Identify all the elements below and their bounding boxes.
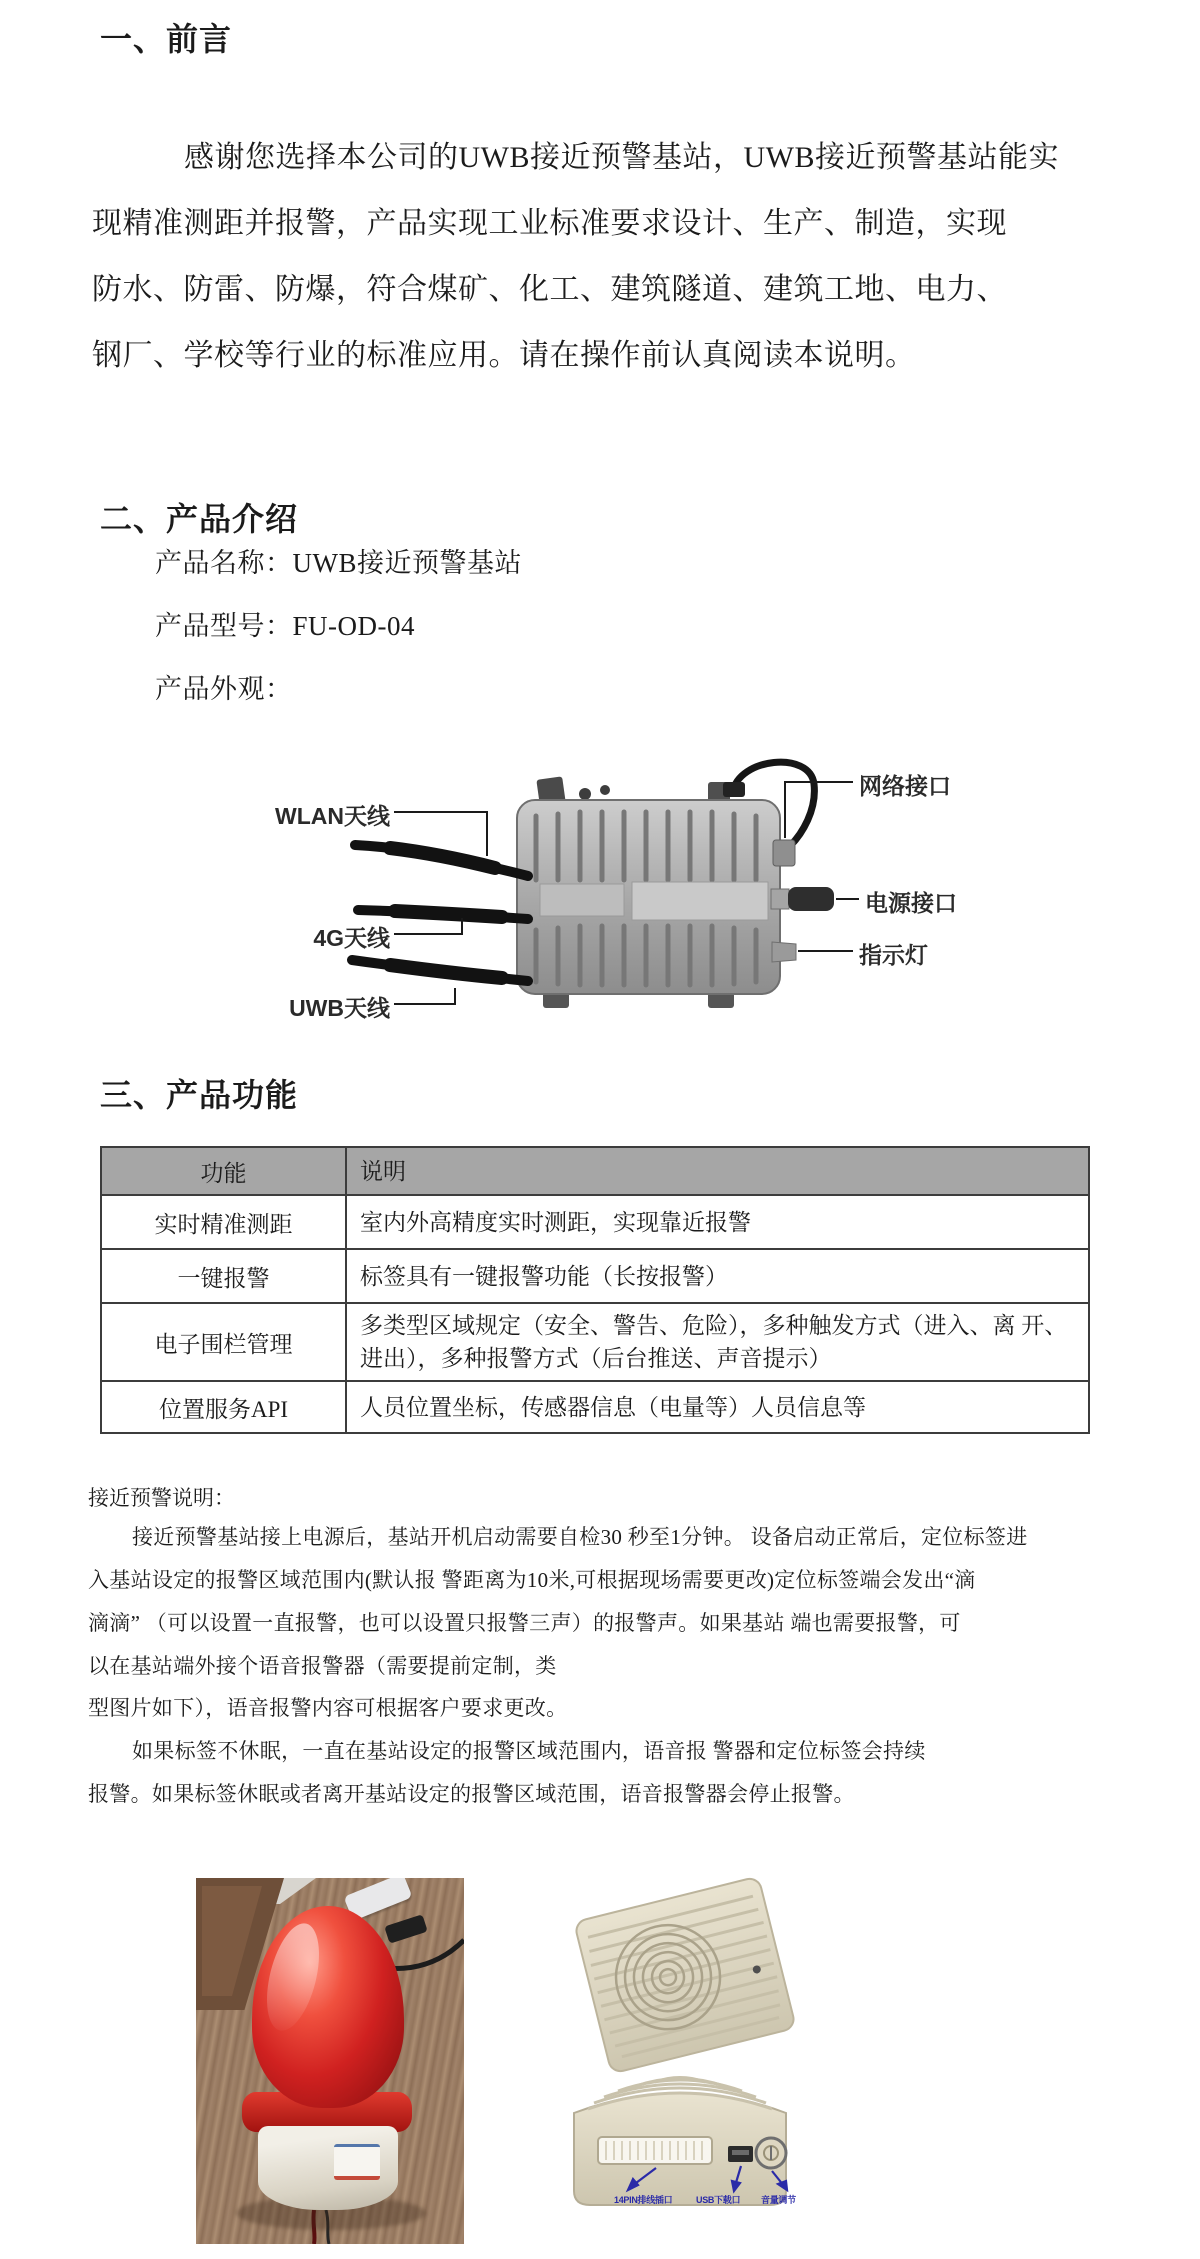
table-row xyxy=(101,1303,1089,1381)
product-model-line: 产品型号：FU-OD-04 xyxy=(155,611,415,641)
intro-heading: 二、产品介绍 xyxy=(100,501,299,537)
table-row xyxy=(101,1249,1089,1303)
beacon-white-base xyxy=(258,2126,398,2210)
product-name-line: 产品名称：UWB接近预警基站 xyxy=(155,548,522,578)
beacon-label-sticker xyxy=(334,2144,380,2180)
feature-description: 标签具有一键报警功能（长按报警） xyxy=(346,1249,1089,1303)
feature-name: 电子围栏管理 xyxy=(101,1303,346,1381)
preface-line: 现精准测距并报警，产品实现工业标准要求设计、生产、制造，实现 xyxy=(92,207,1007,240)
cable-connector xyxy=(723,782,745,797)
features-table xyxy=(100,1146,1090,1434)
base-station-diagram xyxy=(240,742,1000,1032)
note-title: 接近预警说明： xyxy=(88,1486,235,1510)
power-nut xyxy=(771,889,789,909)
feature-description: 人员位置坐标，传感器信息（电量等）人员信息等 xyxy=(346,1381,1089,1433)
note-line: 型图片如下），语音报警内容可根据客户要求更改。 xyxy=(88,1696,568,1720)
table-header-description: 说明 xyxy=(346,1147,1089,1195)
4g-antenna-graphic xyxy=(358,910,528,919)
feature-description: 多类型区域规定（安全、警告、危险），多种触发方式（进入、离 开、进出），多种报警方式（后台推送、声音提示） xyxy=(346,1303,1089,1381)
note-line: 滴滴” （可以设置一直报警，也可以设置只报警三声）的报警声。如果基站 端也需要报警，可 xyxy=(88,1611,961,1635)
volume-knob-label: 音量调节 xyxy=(761,2195,796,2205)
feature-name: 一键报警 xyxy=(101,1249,346,1303)
network-port-label: 网络接口 xyxy=(859,773,951,799)
feature-description: 室内外高精度实时测距，实现靠近报警 xyxy=(346,1195,1089,1249)
table-header-row xyxy=(101,1147,1089,1195)
device-plate xyxy=(540,884,624,916)
feature-name: 位置服务API xyxy=(101,1381,346,1433)
pin-connector-label: 14PIN排线插口 xyxy=(614,2195,673,2205)
network-port-graphic xyxy=(773,840,795,866)
preface-line: 感谢您选择本公司的UWB接近预警基站，UWB接近预警基站能实 xyxy=(184,141,1059,174)
feature-name: 实时精准测距 xyxy=(101,1195,346,1249)
usb-port-label: USB下载口 xyxy=(696,2195,741,2205)
note-line: 接近预警基站接上电源后，基站开机启动需要自检30 秒至1分钟。 设备启动正常后，定位标签进 xyxy=(132,1525,1028,1549)
indicator-light-label: 指示灯 xyxy=(859,942,928,968)
features-heading: 三、产品功能 xyxy=(100,1077,299,1113)
speaker-illustration xyxy=(560,1875,810,2225)
alarm-beacon-photo xyxy=(196,1878,464,2244)
voice-alarm-speaker-photo xyxy=(560,1875,810,2225)
note-line: 报警。如果标签休眠或者离开基站设定的报警区域范围，语音报警器会停止报警。 xyxy=(88,1782,855,1806)
appearance-line: 产品外观： xyxy=(155,674,293,704)
wlan-antenna-label: WLAN天线 xyxy=(275,803,390,829)
table-header-function: 功能 xyxy=(101,1147,346,1195)
uwb-antenna-graphic xyxy=(352,960,528,981)
device-plate xyxy=(632,882,768,920)
table-row xyxy=(101,1381,1089,1433)
note-line: 入基站设定的报警区域范围内(默认报 警距离为10米,可根据现场需要更改)定位标签端会发出“滴 xyxy=(88,1568,976,1592)
indicator-tab xyxy=(772,942,796,962)
table-row xyxy=(101,1195,1089,1249)
power-port-label: 电源接口 xyxy=(865,890,957,916)
preface-line: 防水、防雷、防爆，符合煤矿、化工、建筑隧道、建筑工地、电力、 xyxy=(92,273,1007,306)
speaker-top-view xyxy=(574,1876,796,2073)
4g-antenna-label: 4G天线 xyxy=(313,925,390,951)
uwb-antenna-label: UWB天线 xyxy=(289,995,390,1021)
preface-heading: 一、前言 xyxy=(100,21,233,57)
preface-line: 钢厂、学校等行业的标准应用。请在操作前认真阅读本说明。 xyxy=(92,339,916,372)
power-plug-graphic xyxy=(788,887,834,911)
speaker-bottom-view xyxy=(574,2078,786,2206)
wlan-antenna-graphic xyxy=(355,845,528,876)
note-line: 以在基站端外接个语音报警器（需要提前定制，类 xyxy=(88,1654,557,1678)
note-line: 如果标签不休眠，一直在基站设定的报警区域范围内，语音报 警器和定位标签会持续 xyxy=(132,1739,926,1763)
